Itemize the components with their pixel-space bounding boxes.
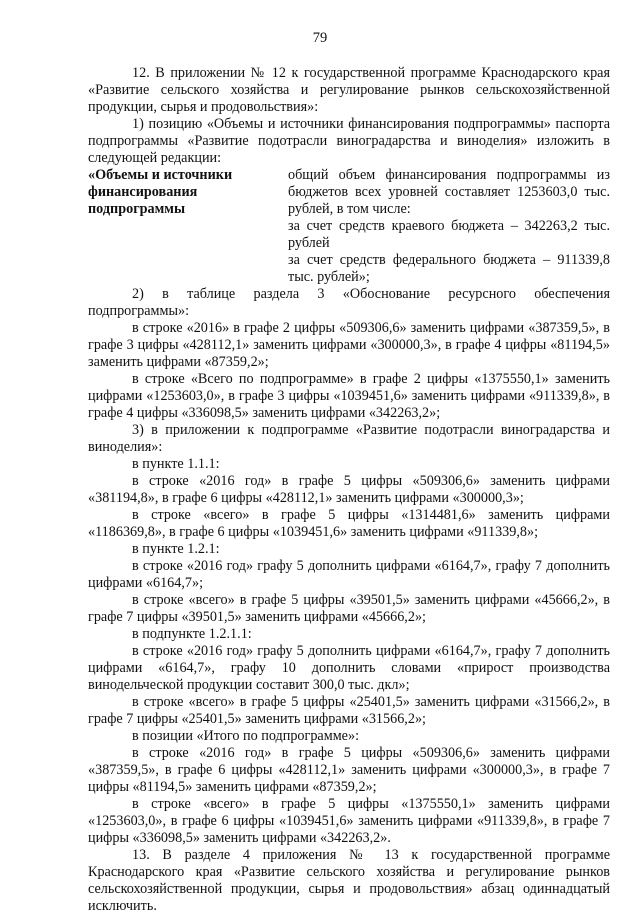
passport-position-table (88, 167, 610, 286)
paragraph: в строке «всего» в графе 5 цифры «1375550,1» заменить цифрами «1253603,0», в графе 6 цифры «1039451,6» заменить цифрами «911339,8», в графе 7 цифры «336098,5» заменить цифрами «342263,2». (88, 796, 610, 846)
paragraph: 2) в таблице раздела 3 «Обоснование ресурсного обеспечения подпрограммы»: (88, 286, 610, 319)
table-right-line: за счет средств федерального бюджета – 911339,8 тыс. рублей»; (288, 252, 610, 285)
paragraph: в позиции «Итого по подпрограмме»: (132, 728, 360, 744)
paragraph: в строке «Всего по подпрограмме» в графе 2 цифры «1375550,1» заменить цифрами «1253603,0», в графе 3 цифры «1039451,6» заменить цифрами «911339,8», в графе 4 цифры «336098,5» заменить цифрами «342263,2»; (88, 371, 610, 421)
table-right-line: общий объем финансирования подпрограммы из бюджетов всех уровней составляет 1253603,0 тыс. рублей, в том числе: (288, 167, 610, 217)
table-right-cell (288, 167, 610, 286)
paragraph: в строке «2016 год» в графе 5 цифры «509306,6» заменить цифрами «387359,5», в графе 6 цифры «428112,1» заменить цифрами «300000,3», в графе 7 цифры «81194,5» заменить цифрами «87359,2»; (88, 745, 610, 795)
paragraph: 3) в приложении к подпрограмме «Развитие подотрасли виноградарства и виноделия»: (88, 422, 610, 455)
table-right-line: за счет средств краевого бюджета – 342263,2 тыс. рублей (288, 218, 610, 251)
paragraph: в строке «всего» в графе 5 цифры «39501,5» заменить цифрами «45666,2», в графе 7 цифры «39501,5» заменить цифрами «45666,2»; (88, 592, 610, 625)
paragraph: в строке «2016 год» в графе 5 цифры «509306,6» заменить цифрами «381194,8», в графе 6 цифры «428112,1» заменить цифрами «300000,3»; (88, 473, 610, 506)
paragraph: в строке «всего» в графе 5 цифры «25401,5» заменить цифрами «31566,2», в графе 7 цифры «25401,5» заменить цифрами «31566,2»; (88, 694, 610, 727)
paragraph: в строке «2016 год» графу 5 дополнить цифрами «6164,7», графу 7 дополнить цифрами «6164,7»; (88, 558, 610, 591)
page-number: 79 (312, 30, 328, 46)
paragraph: в строке «2016» в графе 2 цифры «509306,6» заменить цифрами «387359,5», в графе 3 цифры «428112,1» заменить цифрами «300000,3», в графе 4 цифры «81194,5» заменить цифрами «87359,2»; (88, 320, 610, 370)
paragraph-item-1: 1) позицию «Объемы и источники финансирования подпрограммы» паспорта подпрограммы «Развитие подотрасли виноградарства и виноделия» изложить в следующей редакции: (88, 116, 610, 166)
paragraph: в строке «2016 год» графу 5 дополнить цифрами «6164,7», графу 7 дополнить цифрами «6164,7», графу 10 дополнить словами «прирост производства винодельческой продукции составит 300,0 тыс. дкл»; (88, 643, 610, 693)
document-body (88, 65, 610, 915)
paragraph: в пункте 1.2.1: (132, 541, 220, 557)
paragraph: в подпункте 1.2.1.1: (132, 626, 252, 642)
paragraph: в строке «всего» в графе 5 цифры «1314481,6» заменить цифрами «1186369,8», в графе 6 цифры «1039451,6» заменить цифрами «911339,8»; (88, 507, 610, 540)
paragraph: в пункте 1.1.1: (132, 456, 220, 472)
paragraph-13: 13. В разделе 4 приложения № 13 к государственной программе Краснодарского края «Развитие сельского хозяйства и регулирование рынков сельскохозяйственной продукции, сырья и продовольствия» абзац одиннадцатый исключить. (88, 847, 610, 914)
paragraph-12: 12. В приложении № 12 к государственной программе Краснодарского края «Развитие сельского хозяйства и регулирование рынков сельскохозяйственной продукции, сырья и продовольствия»: (88, 65, 610, 115)
table-left-cell: «Объемы и источники финансирования подпрограммы (88, 167, 233, 217)
